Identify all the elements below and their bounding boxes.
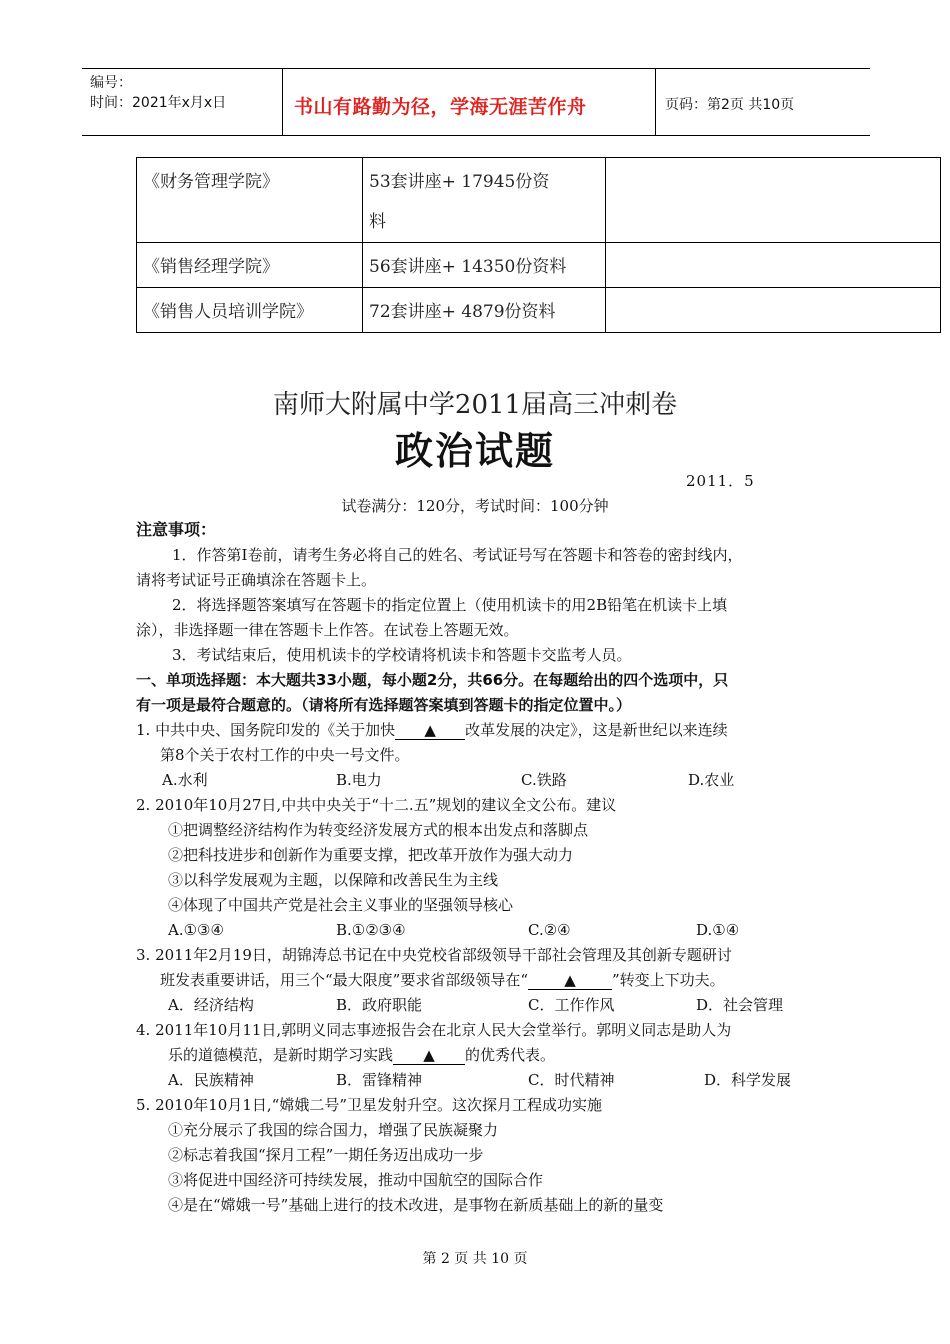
question-5-item-1: ①充分展示了我国的综合国力，增强了民族凝聚力 — [168, 1121, 499, 1139]
question-4-option-a: A．民族精神 — [168, 1071, 254, 1089]
header-top-rule — [82, 68, 870, 69]
question-1-line2: 第8个关于农村工作的中央一号文件。 — [160, 746, 410, 764]
header-motto: 书山有路勤为径，学海无涯苦作舟 — [294, 96, 587, 118]
exam-date: 2011．5 — [686, 472, 755, 490]
question-3-line2 — [160, 970, 725, 990]
question-1-line1 — [136, 720, 728, 740]
question-5-item-2: ②标志着我国“探月工程”一期任务迈出成功一步 — [168, 1146, 484, 1164]
table-cell-note — [606, 288, 941, 333]
question-2-option-d: D.①④ — [696, 921, 740, 939]
header-number-label: 编号： — [90, 75, 132, 91]
question-4-line2 — [168, 1045, 555, 1065]
question-2-item-4: ④体现了中国共产党是社会主义事业的坚强领导核心 — [168, 896, 514, 914]
header-page-label: 页码：第2页 共10页 — [665, 97, 795, 113]
question-4-option-c: C．时代精神 — [528, 1071, 615, 1089]
table-cell-detail — [363, 158, 606, 243]
question-2-option-c: C.②④ — [528, 921, 571, 939]
note-2-line2: 涂），非选择题一律在答题卡上作答。在试卷上答题无效。 — [136, 621, 519, 639]
notes-heading: 注意事项： — [136, 520, 217, 539]
question-1-text-pre: 1. 中共中央、国务院印发的《关于加快 — [136, 721, 396, 739]
question-2-option-b: B.①②③④ — [336, 921, 406, 939]
question-3-option-d: D．社会管理 — [696, 996, 784, 1014]
course-table — [136, 157, 941, 333]
question-5-line1: 5. 2010年10月1日,“嫦娥二号”卫星发射升空。这次探月工程成功实施 — [136, 1096, 602, 1114]
question-1-option-c: C.铁路 — [521, 771, 567, 789]
school-title: 南师大附属中学2011届高三冲刺卷 — [272, 390, 678, 420]
table-cell-note — [606, 243, 941, 288]
question-4-line1: 4. 2011年10月11日,郭明义同志事迹报告会在北京人民大会堂举行。郭明义同志是助人为 — [136, 1021, 732, 1039]
section-heading-line2: 有一项是最符合题意的。（请将所有选择题答案填到答题卡的指定位置中。） — [136, 696, 632, 714]
table-cell-name: 《销售经理学院》 — [137, 243, 363, 288]
table-cell-name: 《销售人员培训学院》 — [137, 288, 363, 333]
answer-blank: ▲ — [528, 971, 612, 990]
header-divider-right — [655, 68, 656, 136]
header-time-label: 时间：2021年x月x日 — [90, 95, 227, 111]
question-2-option-a: A.①③④ — [168, 921, 224, 939]
question-2-item-2: ②把科技进步和创新作为重要支撑，把改革开放作为强大动力 — [168, 846, 574, 864]
question-5-item-4: ④是在“嫦娥一号”基础上进行的技术改进，是事物在新质基础上的新的量变 — [168, 1196, 664, 1214]
header-divider-left — [282, 68, 283, 136]
note-1-line2: 请将考试证号正确填涂在答题卡上。 — [136, 571, 377, 589]
question-4-text-post: 的优秀代表。 — [465, 1046, 556, 1064]
question-3-option-b: B．政府职能 — [336, 996, 423, 1014]
question-3-line1: 3. 2011年2月19日，胡锦涛总书记在中央党校省部级领导干部社会管理及其创新专题研讨 — [136, 946, 732, 964]
question-3-option-c: C．工作作风 — [528, 996, 615, 1014]
subject-title: 政治试题 — [394, 429, 555, 473]
question-3-text-post: ”转变上下功夫。 — [612, 971, 725, 989]
table-row — [137, 288, 941, 333]
table-cell-detail: 72套讲座+ 4879份资料 — [363, 288, 606, 333]
table-cell-detail-line1: 53套讲座+ 17945份资 — [369, 172, 550, 192]
note-3: 3．考试结束后，使用机读卡的学校请将机读卡和答题卡交监考人员。 — [172, 646, 632, 664]
table-cell-detail-line2: 料 — [369, 212, 386, 232]
question-1-option-d: D.农业 — [688, 771, 735, 789]
answer-blank: ▲ — [393, 1046, 465, 1065]
question-1-text-post: 改革发展的决定》，这是新世纪以来连续 — [465, 721, 728, 739]
question-2-item-1: ①把调整经济结构作为转变经济发展方式的根本出发点和落脚点 — [168, 821, 589, 839]
header-bottom-rule — [82, 135, 870, 136]
footer-page-number: 第 2 页 共 10 页 — [422, 1251, 528, 1267]
question-3-option-a: A．经济结构 — [168, 996, 254, 1014]
question-4-text-pre: 乐的道德模范，是新时期学习实践 — [168, 1046, 394, 1064]
question-2-item-3: ③以科学发展观为主题，以保障和改善民生为主线 — [168, 871, 499, 889]
table-cell-name: 《财务管理学院》 — [137, 158, 363, 243]
question-1-option-b: B.电力 — [336, 771, 382, 789]
question-4-option-b: B．雷锋精神 — [336, 1071, 423, 1089]
table-cell-note — [606, 158, 941, 243]
table-row — [137, 158, 941, 243]
table-cell-detail: 56套讲座+ 14350份资料 — [363, 243, 606, 288]
question-5-item-3: ③将促进中国经济可持续发展，推动中国航空的国际合作 — [168, 1171, 544, 1189]
table-row — [137, 243, 941, 288]
note-2-line1: 2．将选择题答案填写在答题卡的指定位置上（使用机读卡的用2B铅笔在机读卡上填 — [172, 596, 728, 614]
note-1-line1: 1．作答第Ⅰ卷前，请考生务必将自己的姓名、考试证号写在答题卡和答卷的密封线内， — [172, 546, 743, 564]
answer-blank: ▲ — [395, 721, 465, 740]
score-info: 试卷满分：120分，考试时间：100分钟 — [341, 497, 609, 515]
question-1-option-a: A.水利 — [162, 771, 208, 789]
question-3-text-pre: 班发表重要讲话，用三个“最大限度”要求省部级领导在“ — [160, 971, 529, 989]
question-2-line1: 2. 2010年10月27日,中共中央关于“十二.五”规划的建议全文公布。建议 — [136, 796, 617, 814]
section-heading-line1: 一、单项选择题：本大题共33小题，每小题2分，共66分。在每题给出的四个选项中，只 — [136, 671, 729, 689]
question-4-option-d: D．科学发展 — [704, 1071, 792, 1089]
